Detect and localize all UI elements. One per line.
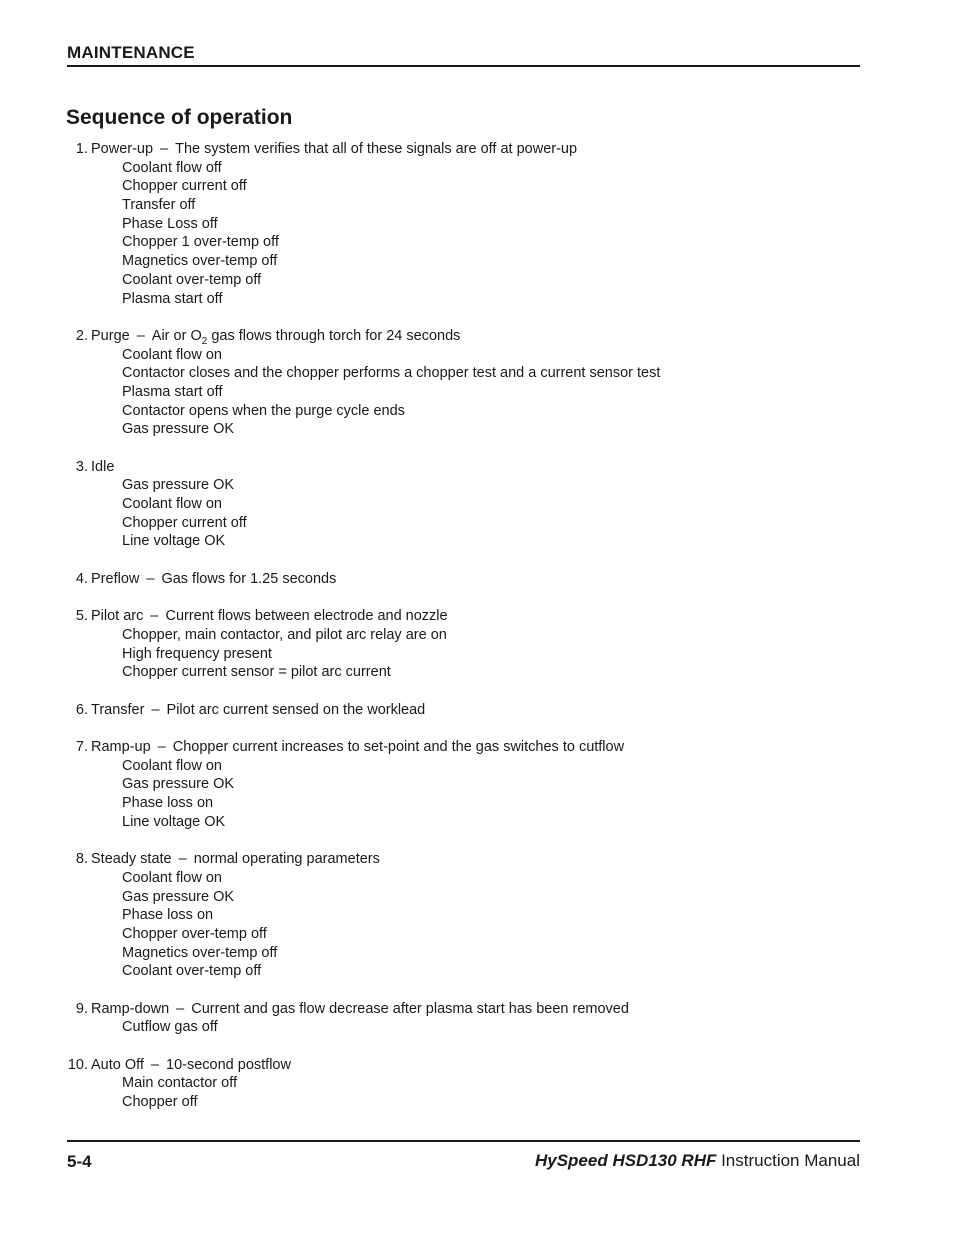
step-heading	[0, 701, 954, 720]
sequence-step	[0, 1056, 954, 1112]
step-detail: Contactor opens when the purge cycle ends	[122, 402, 405, 419]
step-description: Pilot arc current sensed on the worklead	[166, 701, 426, 718]
step-detail: Gas pressure OK	[122, 776, 235, 793]
step-number: 3.	[75, 458, 88, 475]
step-text	[91, 1000, 629, 1019]
step-separator: –	[160, 141, 169, 157]
step-detail: Chopper over-temp off	[122, 925, 267, 942]
step-detail: Chopper 1 over-temp off	[122, 234, 279, 251]
step-text	[91, 850, 380, 869]
step-name: Auto Off	[91, 1056, 144, 1073]
step-separator: –	[150, 1056, 160, 1073]
step-detail: Coolant flow on	[122, 869, 222, 886]
step-detail: Coolant over-temp off	[122, 271, 262, 288]
step-separator: –	[178, 851, 187, 868]
step-detail: Coolant flow on	[122, 496, 222, 513]
step-detail: Magnetics over-temp off	[122, 253, 278, 270]
step-detail: Coolant flow off	[122, 159, 222, 176]
step-separator: –	[136, 327, 145, 344]
step-detail: Magnetics over-temp off	[122, 944, 278, 961]
step-description: Current and gas flow decrease after plasma start has been removed	[191, 1000, 629, 1017]
step-description: normal operating parameters	[193, 851, 380, 868]
page-number: 5-4	[67, 1152, 92, 1171]
step-description: Air or O	[151, 327, 202, 344]
step-number: 7.	[75, 739, 88, 755]
step-detail: Contactor closes and the chopper performs a chopper test and a current sensor test	[122, 365, 661, 382]
sequence-step	[0, 327, 954, 439]
step-detail: Phase loss on	[122, 795, 214, 812]
step-heading	[0, 327, 954, 346]
step-text	[91, 458, 114, 477]
step-detail: Chopper current off	[122, 514, 247, 531]
sequence-step	[0, 738, 954, 831]
step-description-continued: gas flows through torch for 24 seconds	[207, 327, 461, 344]
step-detail: Main contactor off	[122, 1075, 237, 1092]
page-header	[67, 40, 860, 67]
sequence-steps	[0, 140, 954, 1130]
sequence-step	[0, 458, 954, 551]
step-heading	[0, 607, 954, 626]
step-detail: Gas pressure OK	[122, 888, 235, 905]
step-name: Ramp-up	[91, 739, 151, 755]
step-detail: Transfer off	[122, 197, 196, 214]
step-number: 9.	[75, 1000, 88, 1017]
sequence-step	[0, 140, 954, 308]
step-description: 10-second postflow	[166, 1056, 291, 1073]
step-number: 8.	[75, 851, 88, 868]
step-detail: High frequency present	[122, 645, 272, 662]
step-text	[91, 140, 577, 159]
step-number: 1.	[75, 141, 88, 157]
step-detail: Coolant flow on	[122, 757, 222, 774]
step-separator: –	[176, 1000, 185, 1017]
step-description: Chopper current increases to set-point and the gas switches to cutflow	[172, 739, 625, 755]
step-detail: Gas pressure OK	[122, 421, 235, 438]
step-name: Purge	[91, 327, 130, 344]
step-detail: Coolant over-temp off	[122, 963, 262, 980]
step-number: 6.	[75, 701, 88, 718]
step-detail: Cutflow gas off	[122, 1019, 218, 1036]
step-detail: Chopper current sensor = pilot arc current	[122, 664, 391, 681]
step-detail: Phase Loss off	[122, 215, 218, 232]
sequence-step	[0, 607, 954, 682]
step-heading	[0, 738, 954, 757]
step-name: Pilot arc	[91, 608, 144, 625]
product-name: HySpeed HSD130 RHF	[534, 1151, 717, 1170]
step-separator: –	[151, 701, 160, 718]
step-name: Steady state	[91, 851, 172, 868]
step-description: Gas flows for 1.25 seconds	[161, 570, 337, 587]
step-name: Ramp-down	[91, 1000, 170, 1017]
step-name: Transfer	[91, 701, 145, 718]
manual-title	[535, 1151, 860, 1171]
step-detail: Plasma start off	[122, 290, 223, 307]
step-text	[91, 607, 448, 626]
step-text	[91, 327, 460, 348]
step-number: 2.	[75, 327, 88, 344]
step-separator: –	[157, 739, 166, 755]
step-name: Preflow	[91, 570, 140, 587]
step-name: Power-up	[91, 141, 154, 157]
step-text	[91, 738, 624, 757]
subscript: 2	[201, 335, 208, 347]
page-title: Sequence of operation	[66, 106, 293, 129]
step-detail: Line voltage OK	[122, 813, 226, 830]
step-heading	[0, 850, 954, 869]
step-heading	[0, 1056, 954, 1075]
sequence-step	[0, 850, 954, 981]
step-text	[91, 570, 336, 589]
step-heading	[0, 140, 954, 159]
step-heading	[0, 1000, 954, 1019]
step-separator: –	[146, 570, 155, 587]
step-detail: Plasma start off	[122, 383, 223, 400]
step-detail: Line voltage OK	[122, 533, 226, 550]
sequence-step	[0, 701, 954, 720]
step-detail: Phase loss on	[122, 907, 214, 924]
step-separator: –	[150, 608, 159, 625]
step-detail: Chopper off	[122, 1094, 198, 1111]
step-description: The system verifies that all of these signals are off at power-up	[175, 141, 578, 157]
page-footer	[67, 1140, 860, 1182]
section-label: MAINTENANCE	[67, 43, 195, 62]
step-number: 10.	[67, 1056, 88, 1073]
step-heading	[0, 458, 954, 477]
step-detail: Chopper, main contactor, and pilot arc relay are on	[122, 626, 447, 643]
step-name: Idle	[91, 458, 115, 475]
sequence-step	[0, 570, 954, 589]
step-text	[91, 1056, 291, 1075]
step-detail: Coolant flow on	[122, 346, 222, 363]
step-heading	[0, 570, 954, 589]
sequence-step	[0, 1000, 954, 1037]
step-description: Current flows between electrode and nozzle	[165, 608, 448, 625]
step-detail: Gas pressure OK	[122, 477, 235, 494]
step-number: 4.	[75, 570, 88, 587]
step-number: 5.	[75, 608, 88, 625]
step-text	[91, 701, 425, 720]
step-detail: Chopper current off	[122, 178, 247, 195]
manual-label: Instruction Manual	[716, 1151, 860, 1170]
